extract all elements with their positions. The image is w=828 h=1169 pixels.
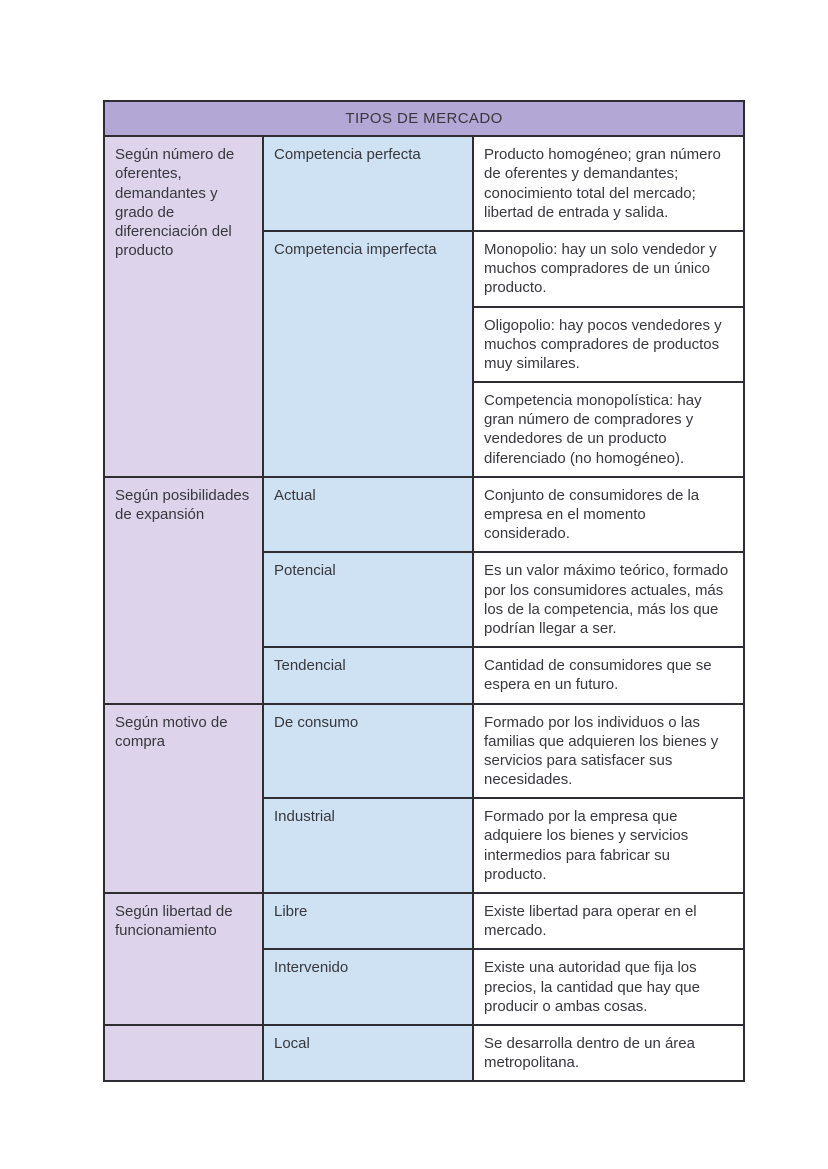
- type-cell: Potencial: [263, 552, 473, 647]
- description-cell: Se desarrolla dentro de un área metropolitana.: [473, 1025, 744, 1081]
- type-cell: Competencia perfecta: [263, 136, 473, 231]
- table-row: [104, 1025, 744, 1081]
- description-cell: Formado por la empresa que adquiere los bienes y servicios intermedios para fabricar su producto.: [473, 798, 744, 893]
- description-cell: Competencia monopolística: hay gran número de compradores y vendedores de un producto diferenciado (no homogéneo).: [473, 382, 744, 477]
- market-table-body: [104, 136, 744, 1081]
- table-row: [104, 704, 744, 799]
- category-cell: Según posibilidades de expansión: [104, 477, 263, 704]
- category-cell: [104, 1025, 263, 1081]
- table-title: TIPOS DE MERCADO: [104, 101, 744, 136]
- title-row: [104, 101, 744, 136]
- market-types-table: [103, 100, 745, 1082]
- category-cell: Según libertad de funcionamiento: [104, 893, 263, 1025]
- type-cell: Tendencial: [263, 647, 473, 703]
- category-cell: Según motivo de compra: [104, 704, 263, 894]
- table-header: [104, 101, 744, 136]
- type-cell: Libre: [263, 893, 473, 949]
- description-cell: Oligopolio: hay pocos vendedores y muchos compradores de productos muy similares.: [473, 307, 744, 383]
- type-cell: Intervenido: [263, 949, 473, 1025]
- type-cell: De consumo: [263, 704, 473, 799]
- description-cell: Monopolio: hay un solo vendedor y muchos compradores de un único producto.: [473, 231, 744, 307]
- table-row: [104, 893, 744, 949]
- table-row: [104, 477, 744, 553]
- table-row: [104, 136, 744, 231]
- description-cell: Conjunto de consumidores de la empresa en el momento considerado.: [473, 477, 744, 553]
- type-cell: Competencia imperfecta: [263, 231, 473, 477]
- description-cell: Existe libertad para operar en el mercado.: [473, 893, 744, 949]
- category-cell: Según número de oferentes, demandantes y grado de diferenciación del producto: [104, 136, 263, 477]
- type-cell: Industrial: [263, 798, 473, 893]
- description-cell: Formado por los individuos o las familias que adquieren los bienes y servicios para satisfacer sus necesidades.: [473, 704, 744, 799]
- description-cell: Producto homogéneo; gran número de oferentes y demandantes; conocimiento total del mercado; libertad de entrada y salida.: [473, 136, 744, 231]
- type-cell: Local: [263, 1025, 473, 1081]
- description-cell: Es un valor máximo teórico, formado por los consumidores actuales, más los de la competencia, más los que podrían llegar a ser.: [473, 552, 744, 647]
- description-cell: Existe una autoridad que fija los precios, la cantidad que hay que producir o ambas cosas.: [473, 949, 744, 1025]
- description-cell: Cantidad de consumidores que se espera en un futuro.: [473, 647, 744, 703]
- type-cell: Actual: [263, 477, 473, 553]
